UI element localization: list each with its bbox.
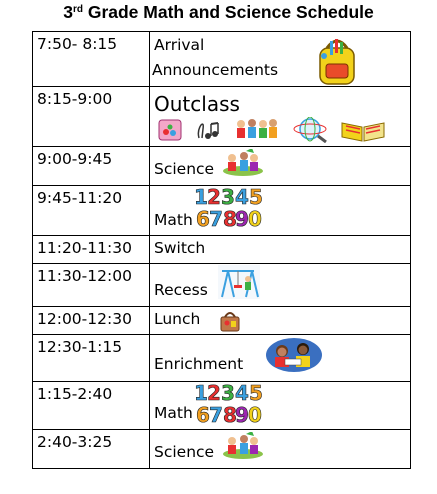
svg-text:2: 2 bbox=[207, 186, 221, 209]
music-icon bbox=[196, 121, 220, 141]
activity-label: Outclass bbox=[154, 92, 240, 116]
table-row bbox=[33, 87, 411, 147]
activity-label: Math bbox=[154, 404, 193, 422]
svg-text:4: 4 bbox=[235, 382, 249, 405]
activity-label: Math bbox=[154, 211, 193, 229]
time-cell: 2:40-3:25 bbox=[33, 430, 150, 469]
activity-label: Lunch bbox=[154, 310, 201, 328]
activity-label: Switch bbox=[154, 239, 206, 257]
activity-label-line2: Announcements bbox=[152, 61, 279, 79]
science-kids-icon bbox=[222, 149, 264, 177]
activity-cell bbox=[150, 382, 411, 430]
table-row bbox=[33, 335, 411, 382]
activity-label: Enrichment bbox=[154, 355, 244, 373]
table-row bbox=[33, 430, 411, 469]
schedule-table bbox=[32, 31, 411, 469]
svg-text:3: 3 bbox=[221, 186, 235, 209]
svg-text:1: 1 bbox=[194, 186, 208, 209]
activity-cell bbox=[150, 307, 411, 335]
table-row bbox=[33, 264, 411, 307]
activity-cell bbox=[150, 335, 411, 382]
title-ordinal-number: 3 bbox=[63, 2, 73, 22]
svg-text:1: 1 bbox=[194, 382, 208, 405]
backpack-icon bbox=[312, 36, 362, 86]
svg-text:0: 0 bbox=[248, 403, 262, 426]
science-kids-icon bbox=[222, 432, 264, 460]
activity-cell bbox=[150, 430, 411, 469]
art-icon bbox=[158, 119, 182, 141]
activity-cell bbox=[150, 264, 411, 307]
table-row bbox=[33, 382, 411, 430]
activity-cell bbox=[150, 147, 411, 186]
numbers-icon bbox=[194, 186, 266, 230]
table-row bbox=[33, 186, 411, 236]
activity-label: Science bbox=[154, 160, 215, 178]
time-cell: 11:30-12:00 bbox=[33, 264, 150, 307]
table-row bbox=[33, 32, 411, 87]
time-cell: 8:15-9:00 bbox=[33, 87, 150, 147]
activity-label: Recess bbox=[154, 281, 208, 299]
playground-icon bbox=[218, 265, 260, 299]
time-cell: 11:20-11:30 bbox=[33, 236, 150, 264]
svg-text:6: 6 bbox=[196, 403, 210, 426]
time-cell: 7:50- 8:15 bbox=[33, 32, 150, 87]
table-row bbox=[33, 307, 411, 335]
page-title bbox=[0, 0, 437, 24]
lunch-icon bbox=[218, 309, 242, 333]
numbers-icon bbox=[194, 382, 266, 426]
svg-text:3: 3 bbox=[221, 382, 235, 405]
pe-kids-icon bbox=[234, 118, 278, 142]
activity-cell bbox=[150, 186, 411, 236]
table-row bbox=[33, 147, 411, 186]
svg-text:6: 6 bbox=[196, 207, 210, 230]
svg-text:8: 8 bbox=[223, 403, 237, 426]
title-ordinal-suffix: rd bbox=[72, 4, 83, 15]
svg-text:2: 2 bbox=[207, 382, 221, 405]
activity-cell bbox=[150, 87, 411, 147]
science-icon bbox=[288, 117, 332, 143]
svg-text:9: 9 bbox=[235, 403, 249, 426]
svg-text:9: 9 bbox=[235, 207, 249, 230]
activity-cell bbox=[150, 236, 411, 264]
time-cell: 9:00-9:45 bbox=[33, 147, 150, 186]
time-cell: 12:30-1:15 bbox=[33, 335, 150, 382]
time-cell: 1:15-2:40 bbox=[33, 382, 150, 430]
activity-cell bbox=[150, 32, 411, 87]
svg-text:7: 7 bbox=[209, 207, 223, 230]
table-row bbox=[33, 236, 411, 264]
reading-kids-icon bbox=[265, 337, 323, 373]
svg-text:5: 5 bbox=[249, 186, 263, 209]
library-icon bbox=[340, 117, 386, 143]
svg-text:7: 7 bbox=[209, 403, 223, 426]
activity-label: Science bbox=[154, 443, 215, 461]
activity-label: Arrival bbox=[154, 36, 205, 54]
svg-text:0: 0 bbox=[248, 207, 262, 230]
time-cell: 9:45-11:20 bbox=[33, 186, 150, 236]
svg-text:5: 5 bbox=[249, 382, 263, 405]
svg-text:4: 4 bbox=[235, 186, 249, 209]
time-cell: 12:00-12:30 bbox=[33, 307, 150, 335]
svg-text:8: 8 bbox=[223, 207, 237, 230]
title-text: Grade Math and Science Schedule bbox=[82, 2, 374, 22]
